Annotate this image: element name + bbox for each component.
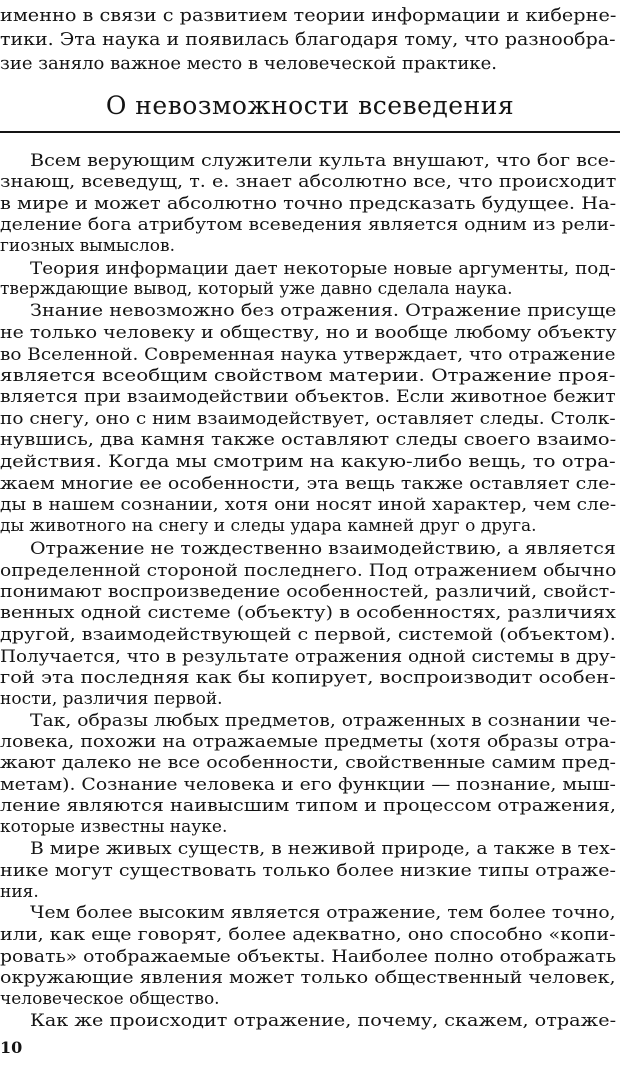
body-line: другой, взаимодействующей с первой, системой (объектом).: [0, 625, 616, 645]
body-line: вляется при взаимодействии объектов. Если животное бежит: [0, 387, 616, 407]
body-line: гиозных вымыслов.: [0, 236, 175, 256]
body-line: во Вселенной. Современная наука утверждает, что отражение: [0, 345, 616, 365]
body-line: деление бога атрибутом всеведения является одним из рели-: [0, 215, 616, 235]
body-line: ление являются наивысшим типом и процессом отражения,: [0, 796, 616, 816]
body-line: ловека, похожи на отражаемые предметы (хотя образы отра-: [0, 732, 617, 752]
body-line: или, как еще говорят, более адекватно, оно способно «копи-: [0, 925, 616, 945]
body-line: действия. Когда мы смотрим на какую-либо вещь, то отра-: [0, 452, 616, 472]
body-line: ровать» отображаемые объекты. Наиболее полно отображать: [0, 947, 617, 967]
body-line: знающ, всеведущ, т. е. знает абсолютно все, что происходит: [0, 172, 617, 192]
body-line: В мире живых существ, в неживой природе, а также в тех-: [30, 839, 617, 859]
intro-line: тики. Эта наука и появилась благодаря тому, что разнообра-: [0, 29, 616, 50]
body-line: жают далеко не все особенности, свойственные самим пред-: [0, 753, 616, 773]
body-line: в мире и может абсолютно точно предсказать будущее. На-: [0, 194, 617, 214]
body-line: гой эта последняя как бы копирует, воспроизводит особен-: [0, 668, 616, 688]
body-line: нике могут существовать только более низкие типы отраже-: [0, 861, 617, 881]
body-line: Теория информации дает некоторые новые аргументы, под-: [30, 259, 616, 279]
body-line: Как же происходит отражение, почему, скажем, отраже-: [30, 1011, 617, 1031]
body-line: нувшись, два камня также оставляют следы своего взаимо-: [0, 430, 617, 450]
body-line: Получается, что в результате отражения одной системы в дру-: [0, 647, 616, 667]
body-line: тверждающие вывод, который уже давно сделала наука.: [0, 279, 513, 299]
body-line: венных одной системе (объекту) в особенностях, различиях: [0, 603, 616, 623]
body-line: Отражение не тождественно взаимодействию, а является: [30, 539, 616, 559]
body-line: человеческое общество.: [0, 989, 220, 1009]
page-number: 10: [0, 1038, 23, 1057]
body-line: ния.: [0, 882, 39, 902]
body-line: определенной стороной последнего. Под отражением обычно: [0, 561, 617, 581]
body-line: которые известны науке.: [0, 817, 228, 837]
body-line: является всеобщим свойством материи. Отражение проя-: [0, 366, 616, 386]
body-line: Знание невозможно без отражения. Отражение присуще: [30, 301, 617, 321]
heading-rule: [0, 131, 620, 133]
section-heading: О невозможности всеведения: [105, 91, 515, 120]
body-line: Всем верующим служители культа внушают, что бог все-: [30, 151, 616, 171]
body-line: жаем многие ее особенности, эта вещь также оставляет сле-: [0, 474, 616, 494]
body-line: окружающие явления может только общественный человек,: [0, 968, 616, 988]
body-line: понимают воспроизведение особенностей, различий, свойст-: [0, 582, 616, 602]
body-line: Чем более высоким является отражение, тем более точно,: [30, 903, 616, 923]
intro-line: зие заняло важное место в человеческой практике.: [0, 53, 497, 74]
body-line: метам). Сознание человека и его функции — познание, мыш-: [0, 775, 616, 795]
intro-line: именно в связи с развитием теории информации и киберне-: [0, 5, 617, 26]
body-line: Так, образы любых предметов, отраженных в сознании че-: [30, 711, 617, 731]
body-line: ности, различия первой.: [0, 689, 223, 709]
body-line: ды животного на снегу и следы удара камней друг о друга.: [0, 516, 537, 536]
body-line: ды в нашем сознании, хотя они носят иной характер, чем сле-: [0, 495, 617, 515]
body-line: не только человеку и обществу, но и вообще любому объекту: [0, 323, 617, 343]
body-line: по снегу, оно с ним взаимодействует, оставляет следы. Столк-: [0, 409, 616, 429]
